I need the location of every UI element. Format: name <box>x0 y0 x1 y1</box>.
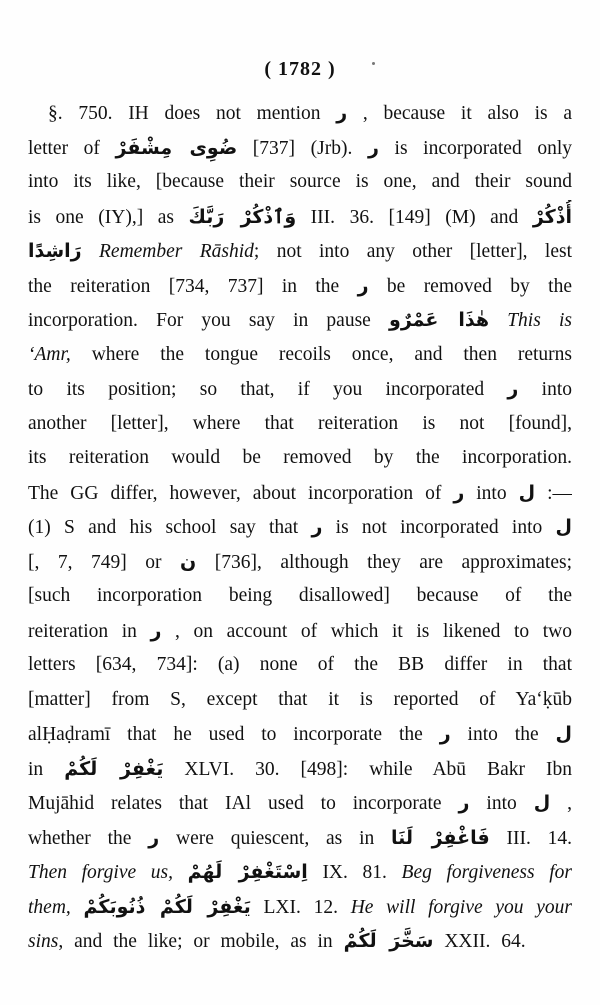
italic-translation: This is <box>507 310 572 331</box>
text-run: letters [634, 734]: (a) none of the BB differ in that <box>28 654 572 675</box>
text-run: §. 750. IH does not mention <box>48 103 337 124</box>
text-run <box>82 241 99 262</box>
text-run: into <box>469 793 534 814</box>
arabic-text: ر <box>439 723 451 745</box>
text-run: :— <box>535 482 572 504</box>
arabic-text: ر <box>458 792 470 814</box>
arabic-text: ر <box>507 378 519 400</box>
text-run: , on account of which it is likened to two <box>161 620 572 642</box>
text-line <box>28 476 572 510</box>
text-run: XLVI. 30. [498]: while Abū Bakr Ibn <box>163 758 572 780</box>
text-run: reiteration in <box>28 620 151 642</box>
arabic-text: يَغْفِرْ لَكُمْ <box>64 757 164 780</box>
text-line <box>28 407 572 441</box>
arabic-text: ل <box>555 516 572 538</box>
text-run: The GG differ, however, about incorporation of <box>28 482 454 504</box>
text-run: (1) S and his school say that <box>28 517 312 538</box>
italic-translation: them, <box>28 896 71 918</box>
text-line <box>48 96 572 130</box>
page-number: ( 1782 ) <box>264 58 336 80</box>
arabic-text: أُذْكُرْ <box>532 205 572 228</box>
arabic-text: هٰذَا عَمْرٌو <box>389 309 489 331</box>
arabic-text: ن <box>180 550 197 573</box>
arabic-text: ر <box>336 102 348 124</box>
text-run: in <box>28 758 65 780</box>
text-line <box>28 441 572 475</box>
text-run: into the <box>450 724 556 745</box>
italic-translation: Remember Rāshid <box>99 241 254 262</box>
text-run: [such incorporation being disallowed] because of the <box>28 585 572 606</box>
text-line <box>28 821 572 855</box>
text-run: into its like, [because their source is one, and their sound <box>28 171 572 192</box>
text-line <box>28 510 572 544</box>
text-line <box>28 200 572 234</box>
text-run: another [letter], where that reiteration is not [found], <box>28 412 572 434</box>
text-run: where the tongue recoils once, and then returns <box>70 343 572 365</box>
arabic-text: ل <box>533 792 551 814</box>
arabic-text: ر <box>357 274 369 297</box>
text-run: XXII. 64. <box>433 931 526 952</box>
text-run: to its position; so that, if you incorporated <box>28 379 508 400</box>
text-run: [matter] from S, except that it is reported of Ya‘ḳūb <box>28 688 572 710</box>
italic-translation: He will forgive you your <box>350 896 572 918</box>
italic-translation: sins <box>28 931 59 952</box>
italic-translation: Beg forgiveness for <box>401 862 572 883</box>
arabic-text: ل <box>518 481 536 504</box>
text-run <box>71 897 84 918</box>
text-line <box>28 855 572 889</box>
text-line <box>28 269 572 303</box>
text-line <box>28 786 572 820</box>
arabic-text: يَغْفِرْ لَكُمْ ذُنُوبَكُمْ <box>83 895 251 918</box>
text-line <box>28 683 572 717</box>
text-run: LXI. 12. <box>250 896 351 918</box>
text-run: incorporation. For you say in pause <box>28 310 390 331</box>
text-line <box>28 131 572 165</box>
text-run: , <box>550 793 572 814</box>
text-run: , because it also is a <box>347 103 572 124</box>
text-line <box>28 752 572 786</box>
text-run: is one (IY),] as <box>28 206 189 228</box>
text-run: letter of <box>28 137 116 159</box>
text-line <box>28 234 572 268</box>
arabic-text: ر <box>453 481 465 504</box>
text-run: the reiteration [734, 737] in the <box>28 275 358 297</box>
text-run: [, 7, 749] or <box>28 551 181 573</box>
text-line <box>28 890 572 924</box>
arabic-text: ضُوِى مِشْفَرْ <box>115 136 238 159</box>
text-run: were quiescent, as in <box>159 827 392 849</box>
text-run: its reiteration would be removed by the incorporation. <box>28 447 572 468</box>
arabic-text: سَخَّرَ لَكُمْ <box>343 930 434 952</box>
text-run: ; not into any other [letter], lest <box>253 241 572 262</box>
text-line <box>28 579 572 613</box>
arabic-text: اِسْتَغْفِرْ لَهُمْ <box>187 861 308 883</box>
text-run: , and the like; or mobile, as in <box>58 931 344 952</box>
text-run: [736], although they are approximates; <box>196 551 572 573</box>
text-run: into <box>464 482 519 504</box>
text-run: Mujāhid relates that IAl used to incorporate <box>28 793 459 814</box>
text-line <box>28 372 572 406</box>
text-line <box>28 303 572 337</box>
ink-speck <box>372 62 375 65</box>
text-run: IX. 81. <box>307 862 402 883</box>
text-run <box>173 862 188 883</box>
arabic-text: ل <box>555 723 572 745</box>
text-line <box>28 165 572 199</box>
text-run: be removed by the <box>368 275 572 297</box>
arabic-text: ر <box>367 136 379 159</box>
italic-translation: Then forgive us, <box>28 862 174 883</box>
text-line <box>28 338 572 372</box>
text-line <box>28 648 572 682</box>
italic-translation: ‘Amr, <box>28 343 71 365</box>
text-line <box>28 924 572 958</box>
arabic-text: ر <box>150 619 162 642</box>
arabic-text: رَاشِدًا <box>28 240 82 262</box>
arabic-text: وَٱذْكُرْ رَبَّكَ <box>188 205 297 228</box>
text-run: into <box>518 379 572 400</box>
text-run: is incorporated only <box>378 137 572 159</box>
arabic-text: فَاغْفِرْ لَنَا <box>391 826 490 849</box>
text-run <box>489 310 507 331</box>
text-run: III. 14. <box>489 827 572 849</box>
arabic-text: ر <box>311 516 323 538</box>
text-run: whether the <box>28 827 149 849</box>
arabic-text: ر <box>148 826 160 849</box>
text-run: alḤaḍramī that he used to incorporate the <box>28 724 440 745</box>
text-line <box>28 545 572 579</box>
text-run: is not incorporated into <box>322 517 556 538</box>
text-run: III. 36. [149] (M) and <box>296 206 533 228</box>
text-line <box>28 717 572 751</box>
text-run: [737] (Jrb). <box>237 137 368 159</box>
text-line <box>28 614 572 648</box>
